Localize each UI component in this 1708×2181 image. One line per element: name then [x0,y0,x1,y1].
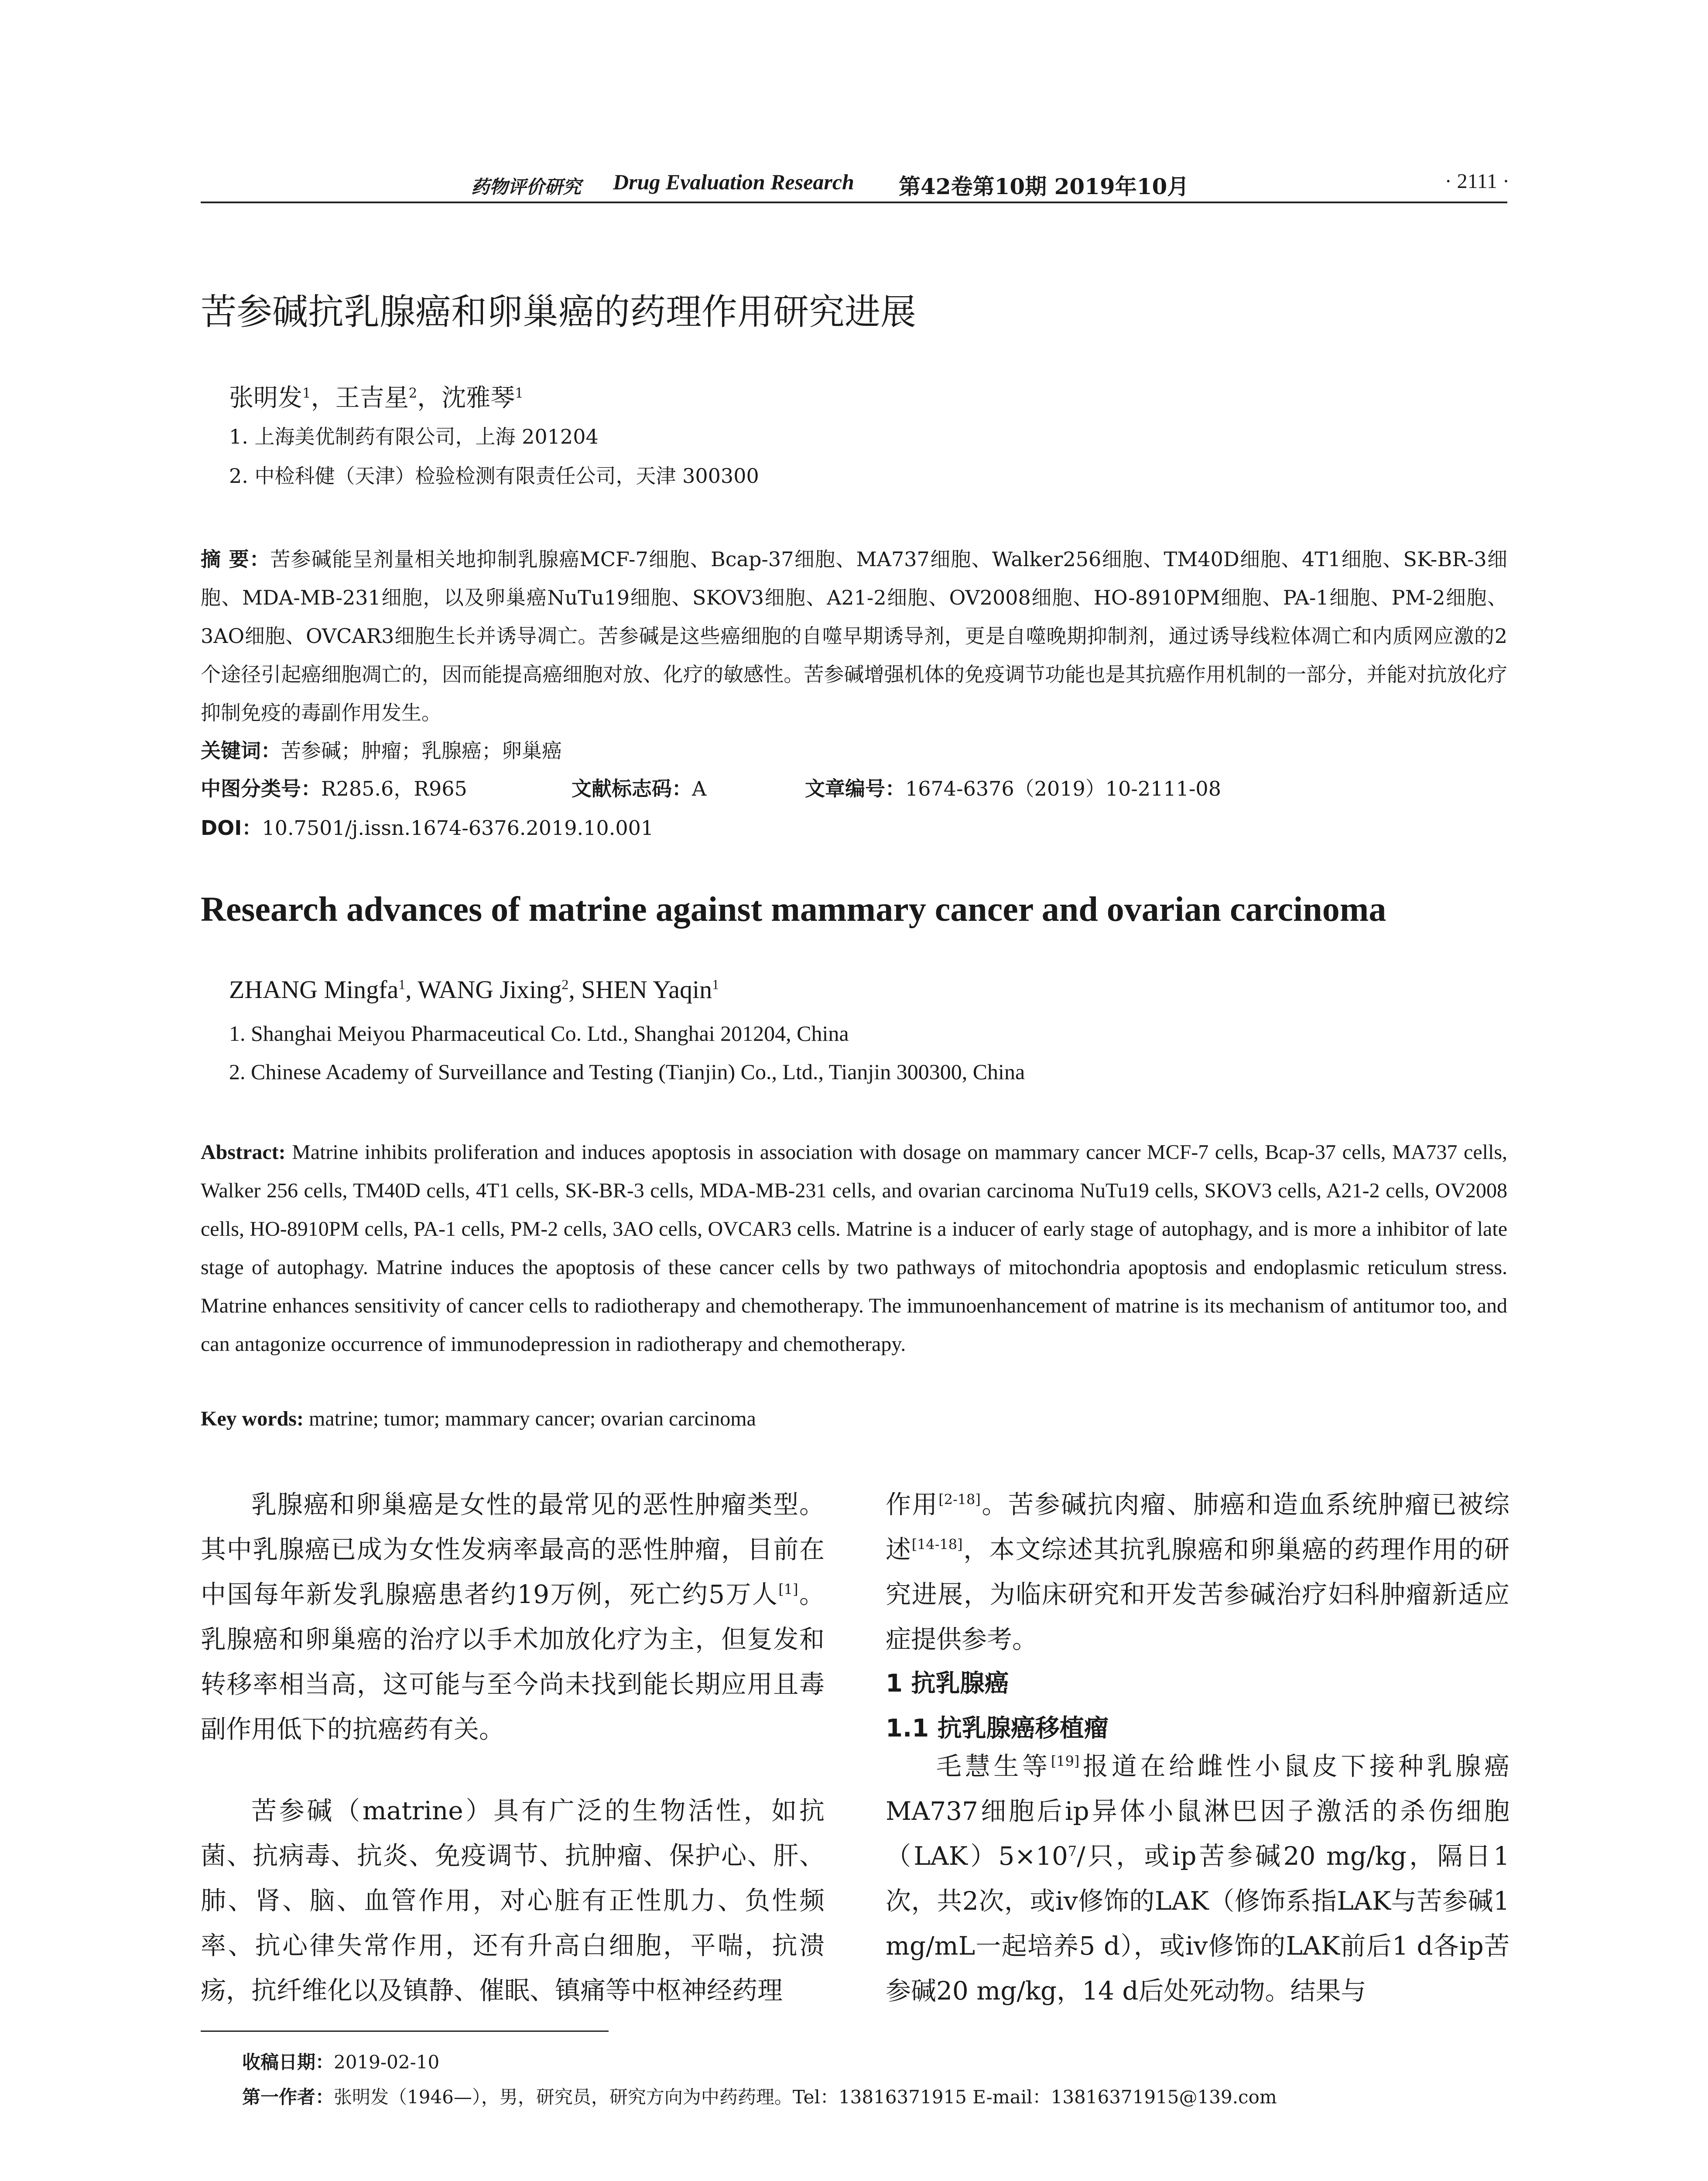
abstract-label: 摘 要： [201,547,270,571]
citation[interactable]: [2-18] [938,1491,981,1508]
abstract-text: 苦参碱能呈剂量相关地抑制乳腺癌MCF-7细胞、Bcap-37细胞、MA737细胞、Walker256细胞、TM40D细胞、4T1细胞、SK-BR-3细胞、MDA-MB-231细胞，以及卵巢癌NuTu19细胞、SKOV3细胞、A21-2细胞、OV2008细胞、HO-8910PM细胞、PA-1细胞、PM-2细胞、3AO细胞、OVCAR3细胞生长并诱导凋亡。苦参碱是这些癌细胞的自噬早期诱导剂，更是自噬晚期抑制剂，通过诱导线粒体凋亡和内质网应激的2个途径引起癌细胞凋亡的，因而能提高癌细胞对放、化疗的敏感性。苦参碱增强机体的免疫调节功能也是其抗癌作用机制的一部分，并能对抗放化疗抑制免疫的毒副作用发生。 [201,547,1507,725]
received-date [242,2048,439,2074]
author-separator: ， [311,384,335,412]
journal-name: Drug Evaluation Research [613,170,854,194]
body-text: /只，或ip苦参碱20 mg/kg，隔日1次，共2次，或iv修饰的LAK（修饰系指LAK与苦参碱1 mg/mL一起培养5 d），或iv修饰的LAK前后1 d各ip苦参碱20 mg/kg，14 d后处死动物。结果与 [886,1841,1509,2006]
exponent: 7 [1068,1843,1077,1860]
author-affiliation-mark: 1 [515,385,524,401]
citation[interactable]: [14-18] [911,1536,963,1553]
body-paragraph [886,1744,1509,2013]
author-affiliation-mark: 1 [398,977,406,992]
author-separator: ， [417,384,442,412]
journal-logo: 药物评价研究 [471,176,582,198]
author-name: SHEN Yaqin [581,975,712,1004]
journal-issue: 第42卷第10期 2019年10月 [899,174,1189,199]
article-label: 文章编号： [805,777,905,800]
abstract-en-label: Abstract: [201,1141,286,1164]
author-separator: , [568,975,582,1004]
body-paragraph [886,1482,1509,1662]
body-text: 报道在给雌性小鼠皮下接种乳腺癌MA737细胞后ip异体小鼠淋巴因子激活的杀伤细胞（LAK）5×10 [886,1751,1509,1871]
body-text: 苦参碱（matrine）具有广泛的生物活性，如抗菌、抗病毒、抗炎、免疫调节、抗肿瘤、保护心、肝、肺、肾、脑、血管作用，对心脏有正性肌力、负性频率、抗心律失常作用，还有升高白细胞，平喘，抗溃疡，抗纤维化以及镇静、催眠、镇痛等中枢神经药理 [201,1796,825,2005]
body-paragraph [201,1482,825,1752]
article-title-cn: 苦参碱抗乳腺癌和卵巢癌的药理作用研究进展 [201,291,917,333]
article-value: 1674-6376（2019）10-2111-08 [905,777,1221,800]
doc-label: 文献标志码： [572,777,692,800]
body-text: 作用 [886,1490,939,1519]
header-rule [201,202,1507,203]
received-label: 收稿日期： [242,2051,334,2073]
keywords-en-label: Key words: [201,1407,304,1430]
clc-value: R285.6，R965 [321,777,467,800]
article-title-en: Research advances of matrine against mammary cancer and ovarian carcinoma [201,890,1386,929]
first-author-note [242,2083,1277,2109]
body-text: 毛慧生等 [936,1751,1051,1781]
affiliation-cn: 1. 上海美优制药有限公司，上海 201204 [229,425,599,448]
author-affiliation-mark: 2 [408,385,418,401]
classification-line [201,773,467,802]
author-name: ZHANG Mingfa [229,975,399,1004]
clc-label: 中图分类号： [201,777,321,800]
citation[interactable]: [1] [778,1581,798,1598]
affiliation-en: 2. Chinese Academy of Surveillance and Testing (Tianjin) Co., Ltd., Tianjin 300300, China [229,1060,1025,1084]
body-text: ，本文综述其抗乳腺癌和卵巢癌的药理作用的研究进展，为临床研究和开发苦参碱治疗妇科肿瘤新适应症提供参考。 [886,1535,1509,1654]
affiliation-cn: 2. 中检科健（天津）检验检测有限责任公司，天津 300300 [229,464,759,488]
footnote-rule [201,2031,609,2032]
body-text: 。乳腺癌和卵巢癌的治疗以手术加放化疗为主，但复发和转移率相当高，这可能与至今尚未找到能长期应用且毒副作用低下的抗癌药有关。 [201,1579,825,1744]
article-number [805,773,1221,802]
doi-value[interactable]: 10.7501/j.issn.1674-6376.2019.10.001 [262,816,654,840]
body-text: 乳腺癌和卵巢癌是女性的最常见的恶性肿瘤类型。其中乳腺癌已成为女性发病率最高的恶性肿瘤，目前在中国每年新发乳腺癌患者约19万例，死亡约5万人 [201,1490,825,1609]
author-affiliation-mark: 1 [712,977,719,992]
abstract-en-text: Matrine inhibits proliferation and induces apoptosis in association with dosage on mammary cancer MCF-7 cells, Bcap-37 cells, MA737 cells, Walker 256 cells, TM40D cells, 4T1 cells, SK-BR-3 cells, MDA-MB-231 cells, and ovarian carcinoma NuTu19 cells, SKOV3 cells, A21-2 cells, OV2008 cells, HO-8910PM cells, PA-1 cells, PM-2 cells, 3AO cells, OVCAR3 cells. Matrine is a inducer of early stage of autophagy, and is more a inhibitor of late stage of autophagy. Matrine induces the apoptosis of these cancer cells by two pathways of mitochondria apoptosis and endoplasmic reticulum stress. Matrine enhances sensitivity of cancer cells to radiotherapy and chemotherapy. The immunoenhancement of matrine is its mechanism of antitumor too, and can antagonize occurrence of immunodepression in radiotherapy and chemotherapy. [201,1141,1507,1356]
abstract-cn [201,540,1507,732]
authors-cn [229,379,524,414]
authors-en [229,975,719,1004]
author-affiliation-mark: 2 [561,977,569,992]
author-affiliation-mark: 1 [302,385,311,401]
author-name: 张明发 [229,384,302,412]
section-heading: 1 抗乳腺癌 [886,1669,1009,1698]
received-value: 2019-02-10 [334,2051,440,2073]
running-header [201,169,1509,201]
page-number: · 2111 · [1444,170,1509,193]
keywords-en-text: matrine; tumor; mammary cancer; ovarian carcinoma [308,1407,756,1430]
subsection-heading: 1.1 抗乳腺癌移植瘤 [886,1714,1109,1743]
author-name: 沈雅琴 [442,384,515,412]
abstract-en [201,1133,1507,1364]
author-separator: , [405,975,418,1004]
doc-value: A [692,777,707,800]
keywords-cn [201,735,562,764]
keywords-label: 关键词： [201,739,281,762]
doi-label: DOI： [201,816,262,840]
keywords-text: 苦参碱；肿瘤；乳腺癌；卵巢癌 [281,739,562,762]
author-note-value: 张明发（1946—），男，研究员，研究方向为中药药理。Tel：13816371915 E-mail：13816371915@139.com [334,2086,1277,2108]
affiliation-en: 1. Shanghai Meiyou Pharmaceutical Co. Ltd., Shanghai 201204, China [229,1021,849,1046]
author-name: 王吉星 [335,384,409,412]
author-note-label: 第一作者： [242,2086,334,2108]
document-code [572,773,706,802]
body-paragraph [201,1788,825,2013]
doi-line [201,812,654,841]
keywords-en [201,1407,756,1431]
body-text: 。苦参碱抗肉瘤、肺癌和造血系统肿瘤已被综述 [886,1490,1509,1564]
author-name: WANG Jixing [418,975,562,1004]
citation[interactable]: [19] [1051,1753,1080,1770]
